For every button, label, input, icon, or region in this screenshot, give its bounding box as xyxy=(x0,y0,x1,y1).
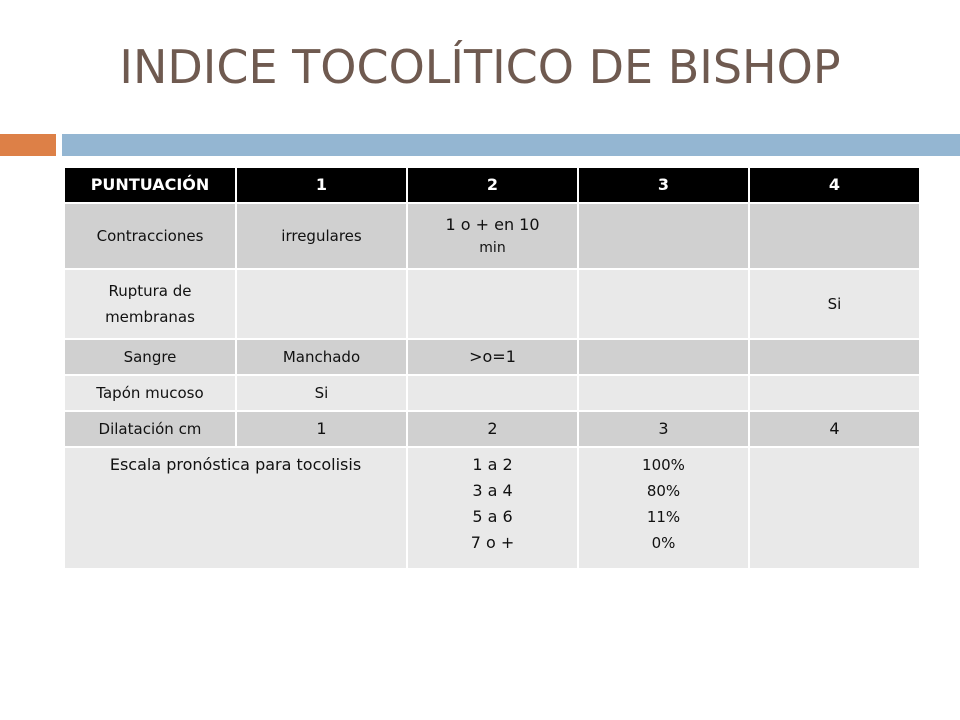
table-cell xyxy=(749,339,920,375)
header-cell: 3 xyxy=(578,168,749,203)
slide-title: INDICE TOCOLÍTICO DE BISHOP xyxy=(119,40,841,94)
table-cell xyxy=(749,375,920,411)
table-cell xyxy=(578,269,749,339)
score-range: 3 a 4 xyxy=(472,481,513,500)
prognosis-label: Escala pronóstica para tocolisis xyxy=(65,447,407,569)
table-row xyxy=(65,375,920,411)
score-range: 5 a 6 xyxy=(472,507,513,526)
table-cell xyxy=(407,375,578,411)
cell-line: 1 o + en 10 xyxy=(445,215,540,234)
score-range: 7 o + xyxy=(470,533,515,552)
accent-bar-blue xyxy=(62,134,960,156)
row-label xyxy=(65,269,236,339)
table-cell: 1 xyxy=(236,411,407,447)
table-cell: irregulares xyxy=(236,203,407,269)
prognosis-percentages xyxy=(578,447,749,569)
table-cell: >o=1 xyxy=(407,339,578,375)
header-cell: 2 xyxy=(407,168,578,203)
table-cell: Si xyxy=(236,375,407,411)
table-cell xyxy=(749,447,920,569)
header-cell: 4 xyxy=(749,168,920,203)
table-cell xyxy=(578,203,749,269)
table-cell: Si xyxy=(749,269,920,339)
prognosis-row xyxy=(65,447,920,569)
table-cell: Manchado xyxy=(236,339,407,375)
header-cell: 1 xyxy=(236,168,407,203)
bishop-score-table xyxy=(65,168,921,570)
table-cell: 2 xyxy=(407,411,578,447)
header-cell: PUNTUACIÓN xyxy=(65,168,236,203)
table-row xyxy=(65,411,920,447)
table-cell xyxy=(407,269,578,339)
row-label: Sangre xyxy=(65,339,236,375)
cell-line: Ruptura de xyxy=(108,282,192,300)
score-range: 1 a 2 xyxy=(472,455,513,474)
table-cell xyxy=(578,339,749,375)
table-cell xyxy=(407,203,578,269)
table-cell: 4 xyxy=(749,411,920,447)
row-label: Contracciones xyxy=(65,203,236,269)
percentage: 11% xyxy=(646,508,681,526)
table-cell xyxy=(578,375,749,411)
table-row xyxy=(65,203,920,269)
table-cell xyxy=(236,269,407,339)
cell-line: min xyxy=(479,240,506,256)
percentage: 80% xyxy=(646,482,681,500)
percentage: 100% xyxy=(642,456,685,474)
table-header-row xyxy=(65,168,920,203)
row-label: Tapón mucoso xyxy=(65,375,236,411)
percentage: 0% xyxy=(651,534,676,552)
row-label: Dilatación cm xyxy=(65,411,236,447)
table-cell: 3 xyxy=(578,411,749,447)
prognosis-scores xyxy=(407,447,578,569)
cell-line: membranas xyxy=(105,308,195,326)
accent-bar-orange xyxy=(0,134,56,156)
table-cell xyxy=(749,203,920,269)
table-row xyxy=(65,269,920,339)
table-row xyxy=(65,339,920,375)
